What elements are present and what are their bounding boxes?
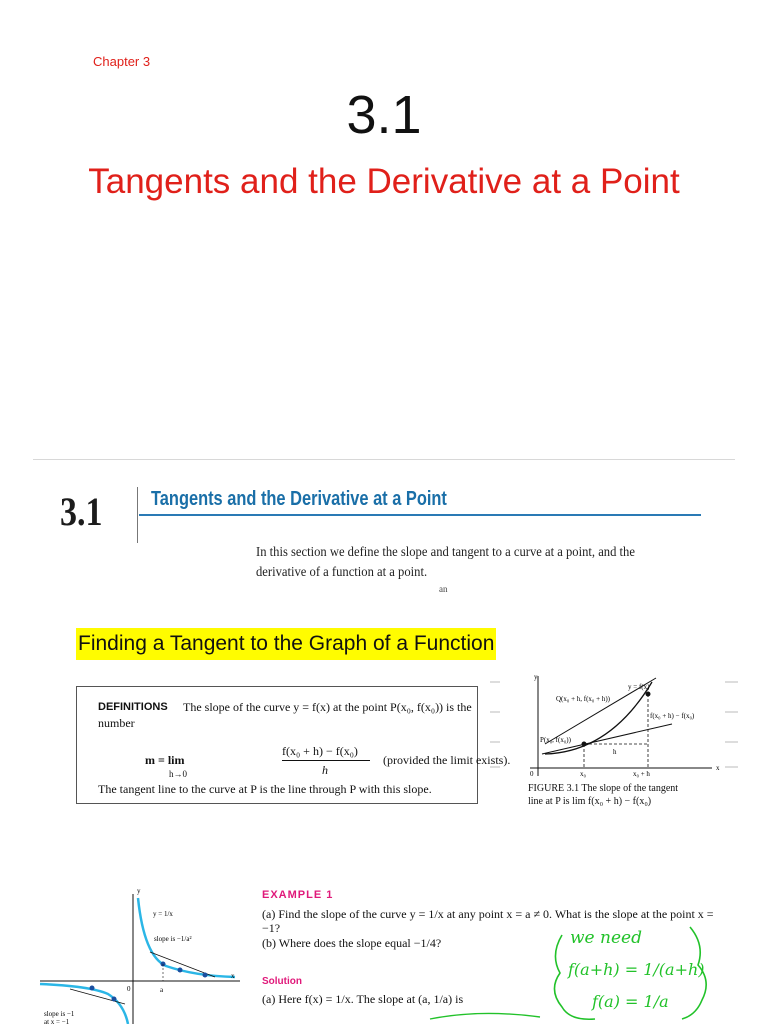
caption-line-1: FIGURE 3.1 The slope of the tangent: [528, 783, 679, 794]
solution-heading: Solution: [262, 976, 302, 987]
a-label: a: [160, 986, 164, 994]
highlighted-heading: Finding a Tangent to the Graph of a Function: [76, 628, 496, 660]
chapter-label: Chapter 3: [93, 54, 151, 69]
ex-origin-label: 0: [127, 985, 131, 993]
ex-curve-label: y = 1/x: [153, 910, 173, 918]
ex-y-label: y: [137, 887, 141, 895]
book-header-bar: [137, 487, 138, 543]
fraction-numerator: f(x₀ + h) − f(x₀): [282, 744, 358, 758]
curve-label: y = f(x): [628, 683, 650, 691]
q-label: Q(x₀ + h, f(x₀ + h)): [556, 695, 610, 703]
origin-label: 0: [530, 770, 534, 778]
caption-line-2: line at P is lim f(x₀ + h) − f(x₀): [528, 796, 652, 807]
section-intro: In this section we define the slope and tangent to a curve at a point, and the derivative of a function at a point.: [256, 545, 635, 580]
stray-text: an: [439, 584, 448, 594]
difference-label: f(x₀ + h) − f(x₀): [650, 712, 695, 720]
fraction-denominator: h: [322, 763, 328, 777]
handwriting-line-3: f(a) = 1/a: [592, 992, 669, 1011]
point-q: [646, 692, 651, 697]
y-axis-label: y: [534, 673, 538, 681]
fraction-bar: [282, 760, 370, 761]
example-part-b: (b) Where does the slope equal −1/4?: [262, 936, 442, 950]
x0-label: x₀: [580, 770, 586, 778]
definition-line-1b: number: [98, 716, 135, 730]
section-number: 3.1: [346, 85, 422, 145]
point-p: [582, 742, 587, 747]
slope-neg-at: at x = −1: [44, 1018, 70, 1024]
handwriting-line-2: f(a+h) = 1/(a+h): [568, 960, 705, 979]
limit-subscript: h→0: [169, 769, 187, 779]
h-label: h: [613, 748, 617, 756]
book-section-title: Tangents and the Derivative at a Point: [151, 488, 447, 510]
limit-expression: m = lim: [145, 753, 185, 767]
ex-x-label: x: [231, 972, 235, 980]
example-part-a: (a) Find the slope of the curve y = 1/x at any point x = a ≠ 0. What is the slope at the point x = −1?: [262, 907, 714, 935]
figure-3-1-graph: [490, 672, 740, 782]
p-label: P(x₀, f(x₀)): [540, 736, 571, 744]
handwritten-annotation: [420, 915, 720, 1024]
slide-divider: [33, 459, 735, 460]
example-heading: EXAMPLE 1: [262, 889, 334, 901]
figure-3-1-caption: [528, 782, 678, 808]
x0h-label: x₀ + h: [633, 770, 650, 778]
slope-label: slope is −1/a²: [154, 935, 192, 943]
tangent-line-definition: The tangent line to the curve at P is the line through P with this slope.: [98, 782, 432, 796]
book-title-rule: [139, 514, 701, 516]
definition-line-1: The slope of the curve y = f(x) at the point P(x₀, f(x₀)) is the: [183, 700, 472, 714]
definitions-label: DEFINITIONS: [98, 701, 168, 713]
provided-note: (provided the limit exists).: [383, 753, 511, 767]
book-section-number: 3.1: [60, 489, 103, 534]
handwriting-line-1: we need: [570, 928, 642, 948]
slide-title: Tangents and the Derivative at a Point: [88, 162, 680, 201]
solution-part-a: (a) Here f(x) = 1/x. The slope at (a, 1/a) is: [262, 992, 464, 1006]
definitions-box: [76, 686, 511, 804]
example-graph: [30, 884, 245, 1024]
x-axis-label: x: [716, 764, 720, 772]
slope-neg-label: slope is −1: [44, 1010, 75, 1018]
